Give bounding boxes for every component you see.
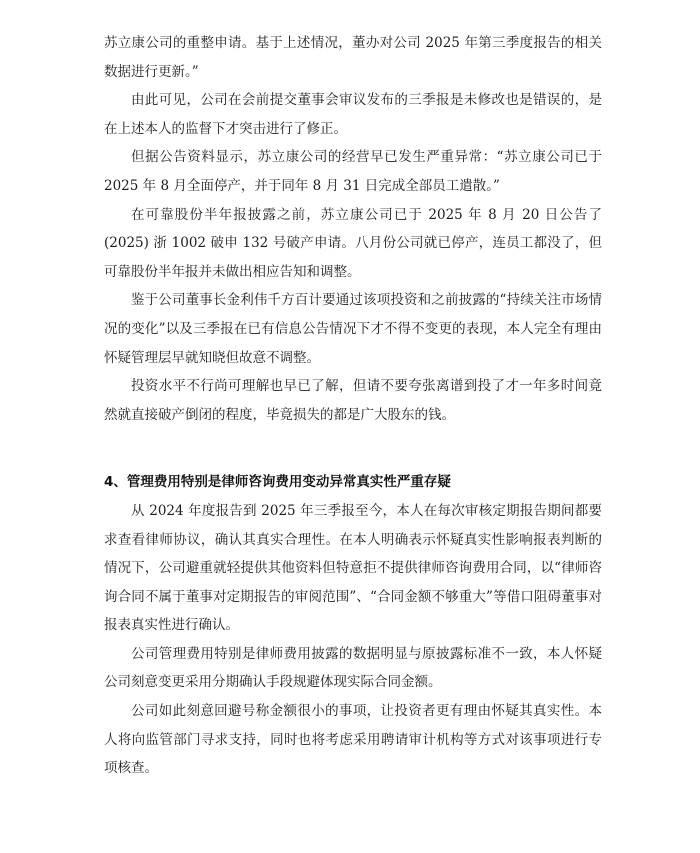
paragraph: 由此可见，公司在会前提交董事会审议发布的三季报是未修改也是错误的，是在上述本人的监督下才突击进行了修正。: [104, 92, 602, 137]
paragraph: 但据公告资料显示，苏立康公司的经营早已发生严重异常：“苏立康公司已于 2025 年 8 月全面停产，并于同年 8 月 31 日完成全部员工遣散。”: [104, 149, 602, 194]
paragraph: 鉴于公司董事长金利伟千方百计要通过该项投资和之前披露的“持续关注市场情况的变化”以及三季报在已有信息公告情况下才不得不变更的表现，本人完全有理由怀疑管理层早就知晓但故意不调整。: [104, 292, 602, 366]
paragraph: 在可靠股份半年报披露之前，苏立康公司已于 2025 年 8 月 20 日公告了 (2025) 浙 1002 破申 132 号破产申请。八月份公司就已停产，连员工都没了，但可靠股份半年报并未做出相应告知和调整。: [104, 206, 602, 280]
paragraph: 从 2024 年度报告到 2025 年三季报至今，本人在每次审核定期报告期间都要求查看律师协议，确认其真实合理性。在本人明确表示怀疑真实性影响报表判断的情况下，公司避重就轻提供其他资料但特意拒不提供律师咨询费用合同，以“律师咨询合同不属于董事对定期报告的审阅范围”、“合同金额不够重大”等借口阻碍董事对报表真实性进行确认。: [104, 502, 602, 634]
section-spacer: [104, 429, 602, 468]
paragraph: 苏立康公司的重整申请。基于上述情况，董办对公司 2025 年第三季度报告的相关数据进行更新。”: [104, 35, 602, 80]
section-heading: 4、管理费用特别是律师咨询费用变动异常真实性严重存疑: [104, 474, 451, 491]
paragraph: 公司如此刻意回避号称金额很小的事项，让投资者更有理由怀疑其真实性。本人将向监管部门寻求支持，同时也将考虑采用聘请审计机构等方式对该事项进行专项核查。: [104, 703, 602, 777]
paragraph: 投资水平不行尚可理解也早已了解，但请不要夸张离谱到投了才一年多时间竟然就直接破产倒闭的程度，毕竟损失的都是广大股东的钱。: [104, 378, 602, 423]
paragraph: 公司管理费用特别是律师费用披露的数据明显与原披露标准不一致，本人怀疑公司刻意变更采用分期确认手段规避体现实际合同金额。: [104, 645, 602, 691]
